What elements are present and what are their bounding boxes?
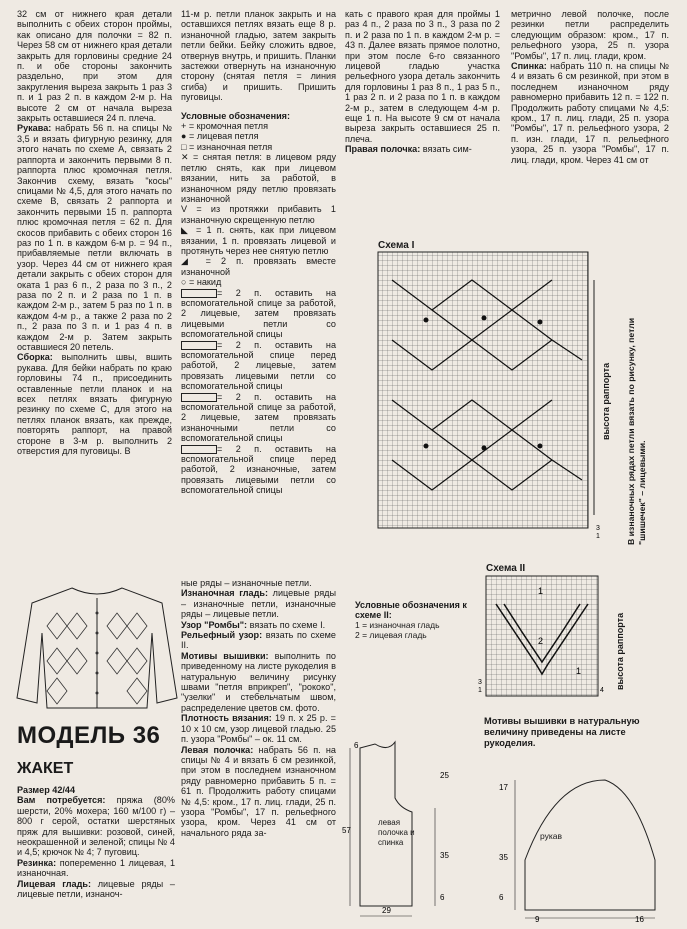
schema-2-side-label: высота раппорта [615,612,625,690]
schema-1-chart [372,250,602,540]
paragraph: Изнаночная гладь: лицевые ряды – изнаночные петли, изнаночные ряды – лицевые петли. [181,588,336,620]
legend-item: = 2 п. оставить на вспомогательной спице за работой, 2 лицевые, затем провязать изнаночными петли со вспомогательной спицы [181,391,336,444]
schema-1-note: В изнаночных рядах петли вязать по рисунку, петли "шишечек" – лицевыми. [626,317,647,545]
svg-text:1: 1 [576,666,582,676]
schema-2-corner-label: 3 [478,679,482,686]
legend-title: Условные обозначения: [181,110,290,121]
dim-label: 6 [440,893,445,902]
paragraph: кать с правого края для проймы 1 раз 4 п., 2 раза по 3 п., 3 раза по 2 п. и 2 раза по 1 п. в каждом 2-м р. = 43 п. Далее вязать прямое полотно, при этом после 6-го связанного лицевой гладью участка рельефного узора деталь закончить для горловины 1 раз 8 п., 1 раз 5 п., 1 раз 2 п. и 2 раза по 1 п. в каждом 2-м р., затем в следующем 4-м р. еще 1 п. На высоте 9 см от начала выреза закрыть оставшиеся 25 п. плеча. [345,9,500,144]
model-title: МОДЕЛЬ 36 [17,722,161,749]
paragraph: Лицевая гладь: лицевые ряды – лицевые петли, изнаноч- [17,878,175,900]
schema-2-corner-label: 4 [600,687,604,694]
legend-item: ✕ = снятая петля: в лицевом ряду петлю снять, как при лицевом вязании, нить за работой, в изнаночном ряду петлю провязать изнаночной [181,152,336,204]
paragraph: Левая полочка: набрать 56 п. на спицы № 4 и вязать 6 см резинкой, при этом в последнем изнаночном ряду равномерно прибавить 5 п. = 61 п. Продолжить работу спицами № 4,5: кром., 17 п. лиц. глади, 25 п. узора "Ромбы", 17 п. рельефного узора, кром. Через 41 см от начального ряда за- [181,744,336,838]
paragraph: Мотивы вышивки: выполнить по приведенному на листе рукоделия в натуральную величину рисунку швами "петля вприкреп", "рококо", "узелки" и стебельчатым швом, распределение цветов см. фото. [181,650,336,713]
embroidery-note: Мотивы вышивки в натуральную величину приведены на листе рукоделия. [484,716,640,748]
legend-item: □ = изнаночная петля [181,141,273,152]
paragraph: Рельефный узор: вязать по схеме II. [181,630,336,651]
sleeve-pattern-label: рукав [540,831,563,841]
legend-item: ◢ = 2 п. провязать вместе изнаночной [181,256,336,277]
paragraph: метрично левой полочке, после резинки петли распределить следующим образом: кром., 17 п. рельефного узора, 25 п. узора "Ромбы", 17 п. лиц. глади, кром. [511,9,669,61]
legend-item: = 2 п. оставить на вспомогательной спице перед работой, 2 изнаночные, затем провязать лицевыми петли со вспомогательной спицы [181,443,336,496]
paragraph: Спинка: набрать 110 п. на спицы № 4 и вязать 6 см резинкой, при этом в последнем изнаночном ряду равномерно прибавить 12 п. = 122 п. Продолжить работу спицами № 4,5: кром., 17 п. лиц. глади, 25 п. узора "Ромбы", 17 п. рельефного узора, 2 п. изн. глади, 17 п. рельефного узора, 25 п. узора "Ромбы", 17 п. лиц. глади, кром. Через 41 см от [511,61,669,165]
body-pattern-label: левая полочка и спинка [378,818,415,847]
sleeve-pattern [495,760,680,926]
dim-label: 9 [535,915,540,924]
legend-item: = 2 п. оставить на вспомогательной спице перед работой, 2 лицевые, затем провязать лицевыми петли со вспомогательной спицы [181,339,336,392]
paragraph: ные ряды – изнаночные петли. [181,578,312,588]
schema-1-side-label: высота раппорта [601,362,611,440]
dim-label: 35 [440,851,449,860]
paragraph: Плотность вязания: 19 п. x 25 р. = 10 x 10 см, узор лицевой гладью. 25 п. узора "Ромбы" – ок. 11 см. [181,713,336,745]
legend-item: ○ = накид [181,277,222,288]
schema-1-corner-label: 3 [596,525,600,532]
schema-2-title: Схема II [486,563,526,574]
legend-item: V = из протяжки прибавить 1 изнаночную скрещенную петлю [181,204,336,225]
text-column-4 [511,9,669,165]
paragraph: Вам потребуется: пряжа (80% шерсти, 20% мохера; 160 м/100 г) – 800 г серой, остатки шерстяных пряж для вышивки: розовой, синей, неокрашенной и зеленой; спицы № 4 и 4,5; крючок № 4; 7 пуговиц. [17,795,175,858]
schema-2-corner-label: 1 [478,687,482,694]
schema-2-legend: Условные обозначения к схеме II: 1 = изнаночная гладь 2 = лицевая гладь [355,600,467,640]
dim-label: 17 [499,783,508,792]
paragraph: 32 см от нижнего края детали выполнить с обеих сторон проймы, как описано для полочки = 82 п. Через 58 см от нижнего края детали закрыть для горловины средние 24 п. и обе стороны закончить раздельно, при этом для закругления выреза закрыть 1 раз 3 п. и 1 раз 2 п. в каждом 2-м р. На высоте 2 см от начала выреза закрыть оставшиеся 24 п. плеча. [17,9,172,124]
dim-label: 35 [499,853,508,862]
dim-label: 6 [354,741,359,750]
legend-item: ● = лицевая петля [181,131,259,142]
dim-label: 16 [635,915,644,924]
text-column-1 [17,9,172,456]
legend-item: ◣ = 1 п. снять, как при лицевом вязании, 1 п. провязать лицевой и протянуть через нее снятую петлю [181,225,336,256]
paragraph: 11-м р. петли планок закрыть и на оставшихся петлях вязать еще 8 р. изнаночной гладью, затем закрыть петли бейки. Бейку сложить вдвое, отвернув внутрь, и пришить. Планки застежки отвернуть на изнаночную сторону (снятая петля = линия сгиба) и пришить. Пришить пуговицы. [181,9,336,103]
paragraph: Сборка: выполнить швы, вшить рукава. Для бейки набрать по краю горловины 74 п., присоединить оставленные петли планок и на всех петлях вязать фигурную резинку по схеме С, для этого на петлях планок вязать, как прежде, повторять раппорт, на правой стороне в 3-м р. выполнить 2 отверстия для пуговицы. В [17,352,172,457]
dim-label: 6 [499,893,504,902]
legend-item: + = кромочная петля [181,121,269,132]
paragraph: Узор "Ромбы": вязать по схеме I. [181,619,326,630]
paragraph: Рукава: набрать 56 п. на спицы № 3,5 и вязать фигурную резинку, для этого начать по схеме А, связать 2 раппорта и закончить первыми 8 п. раппорта плюс кромочная петля. Закончив схему, вязать "косы" спицами № 4,5, для этого начать по схеме В, связать 2 раппорта и закончить первыми 15 п. раппорта плюс кромочная петля = 62 п. Для скосов прибавить с обеих сторон 16 раз по 1 п. в каждом 6-м р. = 94 п., прибавляемые петли включать в узор. Через 44 см от нижнего края детали закрыть с обеих сторон для оката 1 раз 6 п., 2 раза по 3 п., 2 раза по 2 п. и 2 раза по 1 п. в каждом 2-м р., затем 5 раз по 1 п. в каждом 4-м р., а также 2 раза по 2 п., 2 раза по 3 п. и 1 раз 4 п. в каждом 2-м р. Затем закрыть оставшиеся 20 петель. [17,123,172,352]
svg-text:1: 1 [538,586,544,596]
dim-label: 29 [382,906,391,915]
paragraph: Правая полочка: вязать сим- [345,144,472,155]
size: Размер 42/44 [17,785,76,795]
svg-text:2: 2 [538,636,544,646]
schema-1-corner-label: 1 [596,533,600,540]
text-column-2 [181,9,336,496]
model-subtitle: ЖАКЕТ [17,760,74,777]
dim-label: 57 [342,826,351,835]
jacket-illustration [12,578,182,718]
schema-1-title: Схема I [378,240,415,251]
text-column-6 [181,578,336,838]
paragraph: Резинка: попеременно 1 лицевая, 1 изнаночная. [17,857,175,879]
schema-2-chart [476,574,606,704]
legend-item: = 2 п. оставить на вспомогательной спице за работой, 2 лицевые, затем провязать лицевыми петли со вспомогательной спицы [181,287,336,340]
dim-label: 25 [440,771,449,780]
model-column [17,785,175,899]
text-column-3 [345,9,500,155]
